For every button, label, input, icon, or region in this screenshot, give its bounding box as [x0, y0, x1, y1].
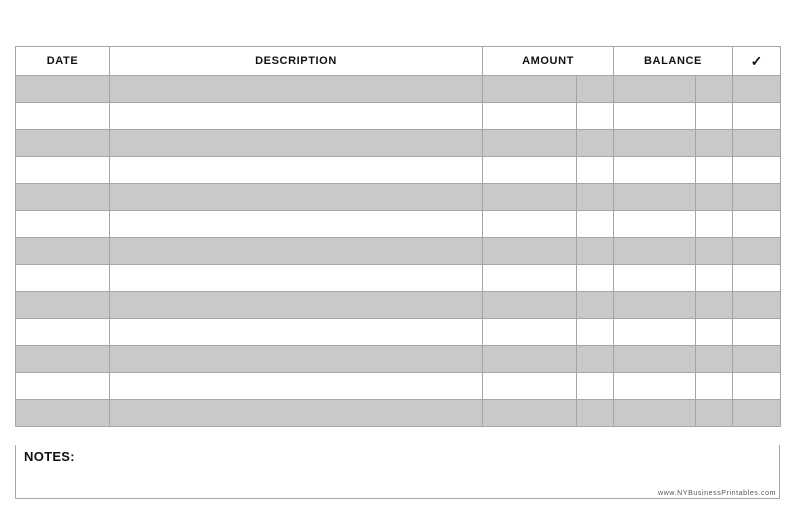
- balance-cents-cell: [696, 211, 733, 238]
- date-cell: [16, 130, 110, 157]
- balance-cents-cell: [696, 292, 733, 319]
- amount-dollars-cell: [483, 373, 577, 400]
- notes-box: [15, 445, 780, 499]
- amount-dollars-cell: [483, 265, 577, 292]
- checkmark-cell: [733, 157, 781, 184]
- ledger-row: [16, 103, 781, 130]
- balance-dollars-cell: [614, 292, 696, 319]
- description-cell: [110, 130, 483, 157]
- balance-cents-cell: [696, 346, 733, 373]
- date-cell: [16, 184, 110, 211]
- balance-dollars-cell: [614, 265, 696, 292]
- checkmark-cell: [733, 130, 781, 157]
- notes-label: NOTES:: [24, 449, 75, 464]
- description-cell: [110, 211, 483, 238]
- ledger-rows: [16, 76, 781, 427]
- description-column-header: DESCRIPTION: [110, 47, 483, 76]
- description-cell: [110, 238, 483, 265]
- amount-dollars-cell: [483, 292, 577, 319]
- ledger-row: [16, 184, 781, 211]
- amount-dollars-cell: [483, 157, 577, 184]
- description-cell: [110, 400, 483, 427]
- checkmark-cell: [733, 184, 781, 211]
- date-cell: [16, 400, 110, 427]
- balance-dollars-cell: [614, 157, 696, 184]
- balance-dollars-cell: [614, 130, 696, 157]
- header-row: [16, 47, 781, 76]
- amount-cents-cell: [577, 319, 614, 346]
- amount-column-header: AMOUNT: [483, 47, 614, 76]
- description-cell: [110, 103, 483, 130]
- description-cell: [110, 292, 483, 319]
- ledger-row: [16, 238, 781, 265]
- description-cell: [110, 157, 483, 184]
- balance-cents-cell: [696, 373, 733, 400]
- amount-dollars-cell: [483, 238, 577, 265]
- checkmark-cell: [733, 211, 781, 238]
- balance-dollars-cell: [614, 76, 696, 103]
- amount-dollars-cell: [483, 76, 577, 103]
- date-cell: [16, 157, 110, 184]
- amount-cents-cell: [577, 400, 614, 427]
- amount-cents-cell: [577, 130, 614, 157]
- amount-cents-cell: [577, 265, 614, 292]
- balance-dollars-cell: [614, 346, 696, 373]
- balance-dollars-cell: [614, 103, 696, 130]
- balance-column-header: BALANCE: [614, 47, 733, 76]
- ledger-row: [16, 76, 781, 103]
- balance-cents-cell: [696, 319, 733, 346]
- ledger-row: [16, 319, 781, 346]
- balance-cents-cell: [696, 184, 733, 211]
- date-cell: [16, 346, 110, 373]
- amount-cents-cell: [577, 373, 614, 400]
- balance-dollars-cell: [614, 184, 696, 211]
- ledger-row: [16, 157, 781, 184]
- checkmark-cell: [733, 400, 781, 427]
- date-cell: [16, 373, 110, 400]
- balance-cents-cell: [696, 103, 733, 130]
- checkmark-cell: [733, 292, 781, 319]
- checkmark-cell: [733, 76, 781, 103]
- ledger-row: [16, 346, 781, 373]
- checkmark-cell: [733, 319, 781, 346]
- checkmark-cell: [733, 346, 781, 373]
- ledger-row: [16, 292, 781, 319]
- amount-dollars-cell: [483, 184, 577, 211]
- ledger-row: [16, 373, 781, 400]
- description-cell: [110, 265, 483, 292]
- balance-dollars-cell: [614, 373, 696, 400]
- amount-cents-cell: [577, 184, 614, 211]
- balance-cents-cell: [696, 76, 733, 103]
- checkmark-cell: [733, 265, 781, 292]
- description-cell: [110, 346, 483, 373]
- ledger-row: [16, 211, 781, 238]
- date-cell: [16, 265, 110, 292]
- amount-dollars-cell: [483, 400, 577, 427]
- balance-cents-cell: [696, 400, 733, 427]
- amount-cents-cell: [577, 292, 614, 319]
- amount-cents-cell: [577, 157, 614, 184]
- date-cell: [16, 211, 110, 238]
- check-register-table: [15, 46, 781, 427]
- balance-dollars-cell: [614, 319, 696, 346]
- ledger-row: [16, 130, 781, 157]
- description-cell: [110, 76, 483, 103]
- date-cell: [16, 292, 110, 319]
- balance-cents-cell: [696, 238, 733, 265]
- checkmark-column-header: ✓: [733, 47, 781, 76]
- ledger-row: [16, 400, 781, 427]
- checkmark-cell: [733, 373, 781, 400]
- footer-url: www.NYBusinessPrintables.com: [658, 490, 776, 497]
- balance-dollars-cell: [614, 238, 696, 265]
- ledger-row: [16, 265, 781, 292]
- amount-dollars-cell: [483, 346, 577, 373]
- description-cell: [110, 319, 483, 346]
- balance-cents-cell: [696, 130, 733, 157]
- date-column-header: DATE: [16, 47, 110, 76]
- amount-dollars-cell: [483, 211, 577, 238]
- date-cell: [16, 238, 110, 265]
- amount-dollars-cell: [483, 319, 577, 346]
- amount-cents-cell: [577, 211, 614, 238]
- amount-cents-cell: [577, 346, 614, 373]
- date-cell: [16, 103, 110, 130]
- date-cell: [16, 319, 110, 346]
- date-cell: [16, 76, 110, 103]
- amount-cents-cell: [577, 238, 614, 265]
- balance-dollars-cell: [614, 211, 696, 238]
- description-cell: [110, 373, 483, 400]
- amount-dollars-cell: [483, 103, 577, 130]
- checkmark-cell: [733, 238, 781, 265]
- amount-cents-cell: [577, 103, 614, 130]
- balance-cents-cell: [696, 265, 733, 292]
- balance-cents-cell: [696, 157, 733, 184]
- balance-dollars-cell: [614, 400, 696, 427]
- description-cell: [110, 184, 483, 211]
- amount-dollars-cell: [483, 130, 577, 157]
- amount-cents-cell: [577, 76, 614, 103]
- checkmark-cell: [733, 103, 781, 130]
